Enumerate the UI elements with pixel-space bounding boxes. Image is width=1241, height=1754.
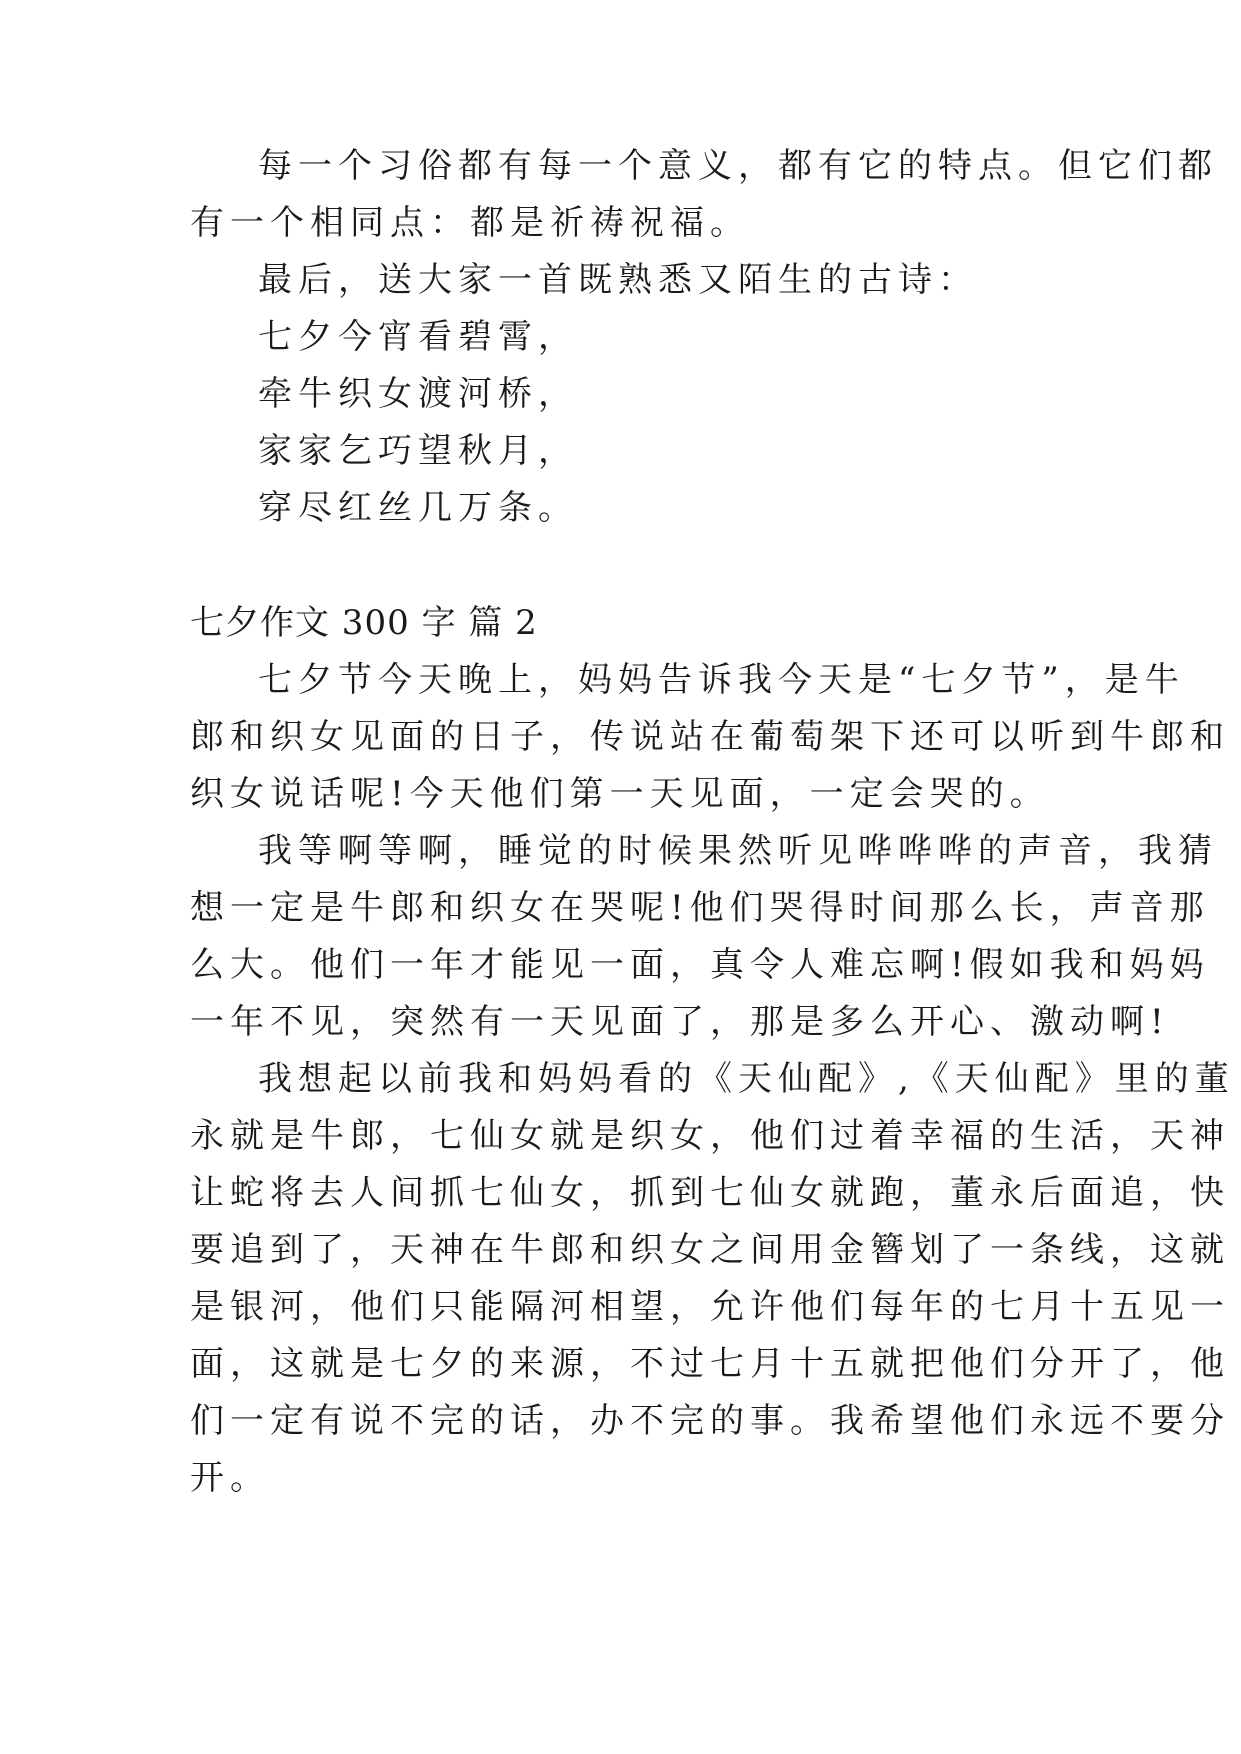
paragraph-line: 面，这就是七夕的来源，不过七月十五就把他们分开了，他	[190, 1344, 1230, 1384]
paragraph-line: 郎和织女见面的日子，传说站在葡萄架下还可以听到牛郎和	[190, 717, 1230, 757]
paragraph-line: 是银河，他们只能隔河相望，允许他们每年的七月十五见一	[190, 1287, 1230, 1327]
section-heading: 七夕作文 300 字 篇 2	[190, 603, 538, 643]
paragraph-line: 永就是牛郎，七仙女就是织女，他们过着幸福的生活，天神	[190, 1116, 1230, 1156]
paragraph-line: 七夕节今天晚上，妈妈告诉我今天是“七夕节”，是牛	[258, 660, 1185, 700]
poem-line: 家家乞巧望秋月，	[258, 431, 578, 471]
paragraph-line: 让蛇将去人间抓七仙女，抓到七仙女就跑，董永后面追，快	[190, 1173, 1230, 1213]
paragraph-line: 每一个习俗都有每一个意义，都有它的特点。但它们都	[258, 146, 1218, 186]
paragraph-line: 想一定是牛郎和织女在哭呢!他们哭得时间那么长，声音那	[190, 888, 1210, 928]
paragraph-line: 一年不见，突然有一天见面了，那是多么开心、激动啊!	[190, 1002, 1170, 1042]
paragraph-line: 们一定有说不完的话，办不完的事。我希望他们永远不要分	[190, 1401, 1230, 1441]
paragraph-line: 我想起以前我和妈妈看的《天仙配》,《天仙配》里的董	[258, 1059, 1235, 1099]
paragraph-line: 开。	[190, 1458, 270, 1498]
paragraph-line: 有一个相同点：都是祈祷祝福。	[190, 203, 750, 243]
poem-line: 穿尽红丝几万条。	[258, 488, 578, 528]
paragraph-line: 要追到了，天神在牛郎和织女之间用金簪划了一条线，这就	[190, 1230, 1230, 1270]
paragraph-line: 织女说话呢!今天他们第一天见面，一定会哭的。	[190, 774, 1050, 814]
poem-line: 七夕今宵看碧霄，	[258, 317, 578, 357]
poem-line: 牵牛织女渡河桥，	[258, 374, 578, 414]
paragraph-line: 我等啊等啊，睡觉的时候果然听见哗哗哗的声音，我猜	[258, 831, 1218, 871]
paragraph-line: 么大。他们一年才能见一面，真令人难忘啊!假如我和妈妈	[190, 945, 1210, 985]
paragraph-line: 最后，送大家一首既熟悉又陌生的古诗：	[258, 260, 978, 300]
